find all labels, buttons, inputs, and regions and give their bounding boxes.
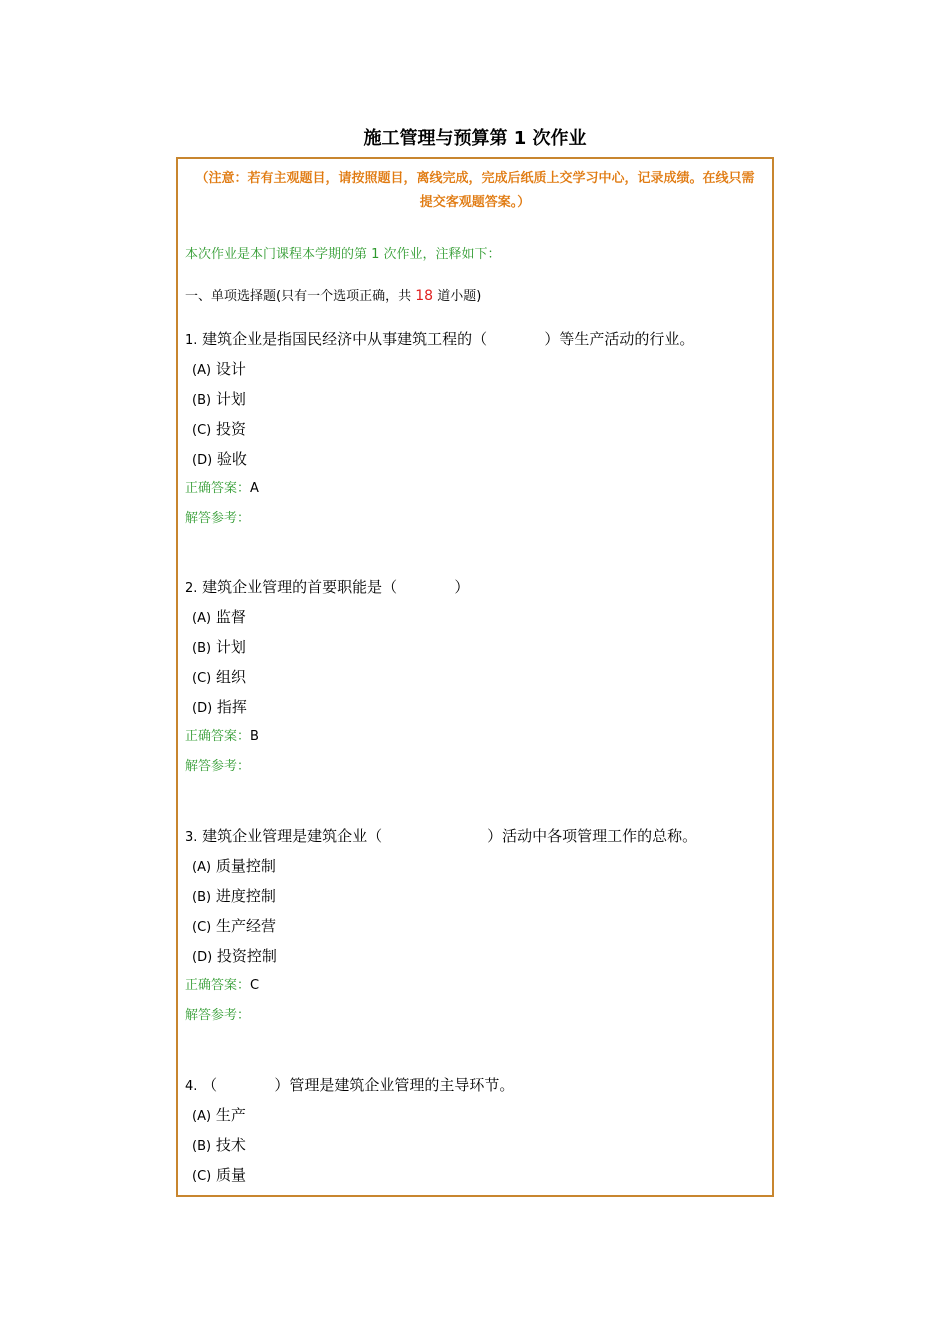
option-letter: (B): [192, 641, 212, 656]
option-letter: (B): [192, 1139, 212, 1154]
option-text: 生产: [211, 1106, 246, 1124]
question-stem: [185, 329, 765, 349]
correct-answer: [185, 976, 765, 996]
option-text: 计划: [211, 638, 246, 656]
question-3: [185, 826, 765, 1026]
correct-answer: [185, 727, 765, 747]
answer-reference: 解答参考：: [185, 759, 251, 774]
option-text: 技术: [211, 1136, 246, 1154]
option-letter: (B): [192, 890, 212, 905]
answer-reference: 解答参考：: [185, 1008, 251, 1023]
option-a: [192, 607, 765, 627]
question-2: [185, 577, 765, 777]
correct-answer: [185, 479, 765, 499]
section-heading-suffix: 道小题): [437, 289, 482, 304]
option-letter: (D): [192, 701, 213, 716]
homework-frame: [176, 157, 774, 1197]
question-text: 建筑企业管理的首要职能是（ ）: [197, 578, 470, 596]
option-d: [192, 946, 765, 966]
question-stem: [185, 826, 765, 846]
question-number: 1.: [185, 333, 198, 348]
question-text: 建筑企业管理是建筑企业（ ）活动中各项管理工作的总称。: [197, 827, 698, 845]
question-stem: [185, 577, 765, 597]
option-d: [192, 697, 765, 717]
question-count: 18: [415, 288, 434, 304]
option-text: 质量控制: [211, 857, 276, 875]
question-number: 2.: [185, 581, 198, 596]
option-letter: (B): [192, 393, 212, 408]
option-b: [192, 389, 765, 409]
option-letter: (A): [192, 611, 212, 626]
option-letter: (C): [192, 1169, 212, 1184]
correct-answer-value: B: [250, 729, 259, 744]
section-heading: [185, 285, 481, 304]
option-a: [192, 1105, 765, 1125]
question-stem: [185, 1075, 765, 1095]
question-1: [185, 329, 765, 529]
correct-answer-label: 正确答案：: [185, 978, 251, 993]
option-text: 质量: [211, 1166, 247, 1184]
correct-answer-label: 正确答案：: [185, 481, 251, 496]
option-a: [192, 856, 765, 876]
option-letter: (D): [192, 950, 213, 965]
option-text: 进度控制: [211, 887, 276, 905]
option-b: [192, 1135, 765, 1155]
option-text: 投资控制: [212, 947, 277, 965]
option-c: [192, 1165, 765, 1185]
question-text: 建筑企业是指国民经济中从事建筑工程的（ ）等生产活动的行业。: [197, 330, 695, 348]
section-heading-prefix: 一、单项选择题(只有一个选项正确，共: [185, 289, 412, 304]
option-letter: (A): [192, 860, 212, 875]
notice-line-1: （注意：若有主观题目，请按照题目，离线完成，完成后纸质上交学习中心，记录成绩。在线只需: [195, 171, 755, 186]
correct-answer-value: A: [250, 481, 259, 496]
option-c: [192, 419, 765, 439]
option-text: 生产经营: [211, 917, 277, 935]
question-number: 4.: [185, 1079, 198, 1094]
option-letter: (A): [192, 1109, 212, 1124]
option-d: [192, 449, 765, 469]
notice-line-2: 提交客观题答案。）: [419, 195, 531, 210]
question-number: 3.: [185, 830, 198, 845]
correct-answer-value: C: [250, 978, 260, 993]
option-letter: (A): [192, 363, 212, 378]
option-letter: (C): [192, 423, 212, 438]
correct-answer-label: 正确答案：: [185, 729, 251, 744]
option-text: 验收: [212, 450, 247, 468]
option-letter: (C): [192, 920, 212, 935]
option-b: [192, 637, 765, 657]
option-letter: (D): [192, 453, 213, 468]
option-text: 计划: [211, 390, 246, 408]
option-text: 组织: [211, 668, 247, 686]
notice: [178, 167, 772, 215]
option-c: [192, 916, 765, 936]
option-text: 监督: [211, 608, 246, 626]
option-a: [192, 359, 765, 379]
question-text: （ ）管理是建筑企业管理的主导环节。: [197, 1076, 515, 1094]
option-c: [192, 667, 765, 687]
option-text: 设计: [211, 360, 246, 378]
homework-intro: 本次作业是本门课程本学期的第 1 次作业，注释如下：: [185, 247, 501, 262]
answer-reference: 解答参考：: [185, 511, 251, 526]
option-b: [192, 886, 765, 906]
document-title: 施工管理与预算第 1 次作业: [363, 128, 587, 149]
question-4: [185, 1075, 765, 1185]
option-text: 指挥: [212, 698, 247, 716]
option-text: 投资: [211, 420, 247, 438]
option-letter: (C): [192, 671, 212, 686]
